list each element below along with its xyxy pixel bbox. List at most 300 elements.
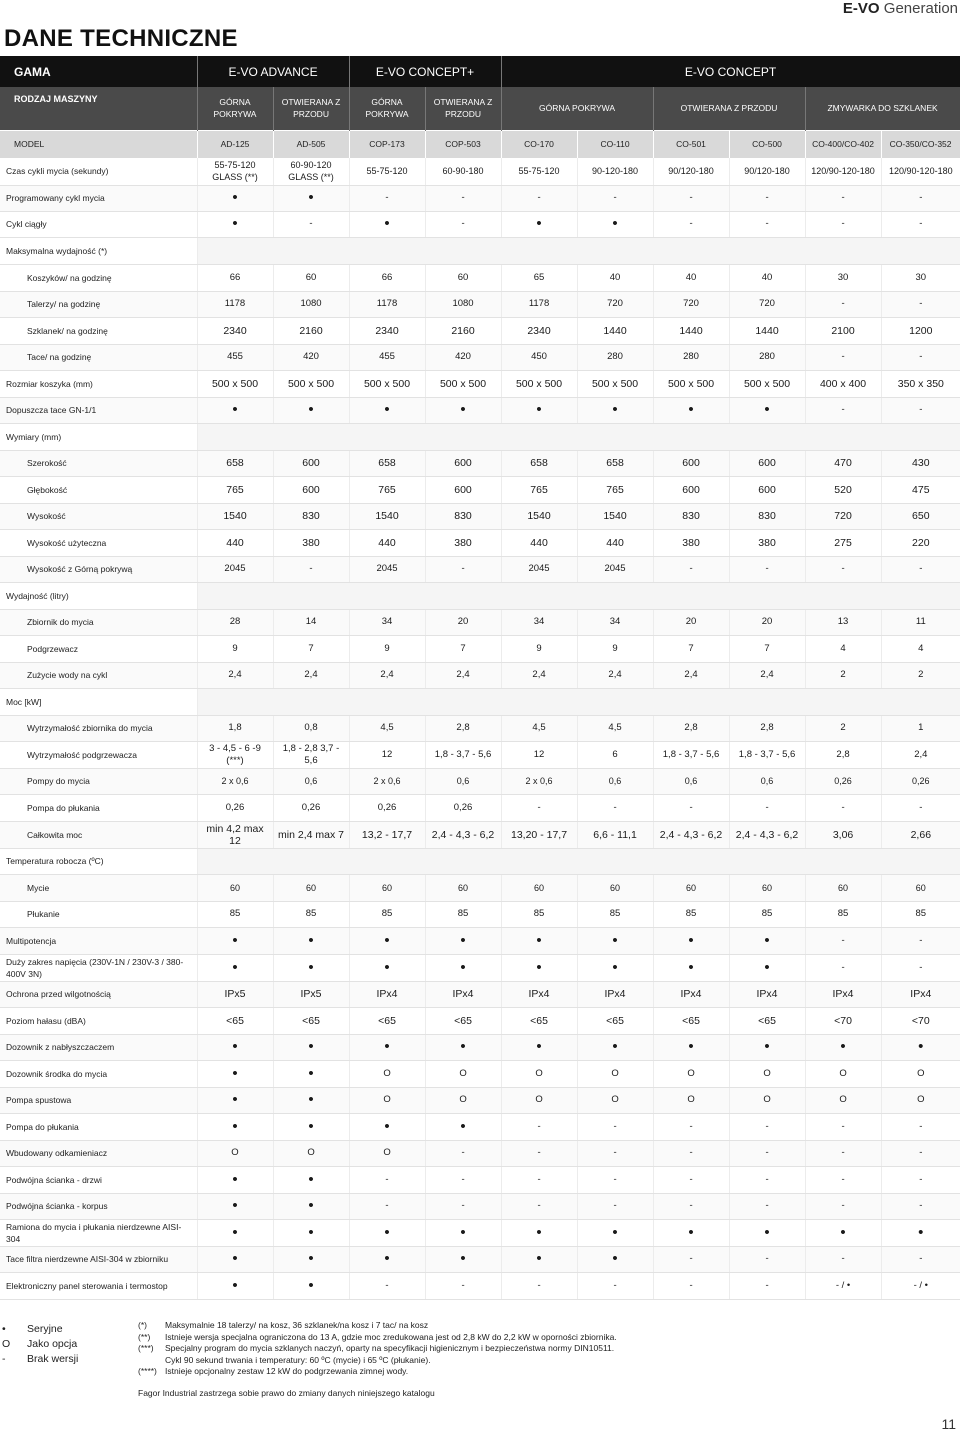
row-label: Podgrzewacz xyxy=(0,635,197,662)
footnote xyxy=(138,1320,617,1332)
value-cell: 2,8 xyxy=(805,741,881,768)
value-cell: 85 xyxy=(805,901,881,927)
value-cell: 2,4 - 4,3 - 6,2 xyxy=(729,821,805,848)
value-cell: - xyxy=(501,794,577,821)
gama-concept: E-VO CONCEPT xyxy=(501,56,960,87)
value-cell: O xyxy=(349,1060,425,1087)
value-cell: O xyxy=(653,1060,729,1087)
value-cell: 55-75-120 xyxy=(349,158,425,185)
value-cell: 650 xyxy=(881,503,960,529)
value-cell: - xyxy=(729,556,805,582)
table-row xyxy=(0,264,960,291)
rodzaj-type: GÓRNA POKRYWA xyxy=(501,87,653,130)
value-cell: 440 xyxy=(349,529,425,556)
value-cell: 1178 xyxy=(197,291,273,317)
value-cell: • xyxy=(349,954,425,981)
section-filler xyxy=(197,848,960,874)
value-cell: • xyxy=(349,1034,425,1060)
value-cell: O xyxy=(653,1087,729,1113)
value-cell: • xyxy=(273,1060,349,1087)
value-cell: - xyxy=(273,556,349,582)
value-cell: 90-120-180 xyxy=(577,158,653,185)
table-row xyxy=(0,237,960,264)
value-cell: 765 xyxy=(577,476,653,503)
value-cell: 1,8 xyxy=(197,715,273,741)
row-label: Temperatura robocza (ºC) xyxy=(0,848,197,874)
gama-row xyxy=(0,56,960,87)
value-cell: 55-75-120 xyxy=(501,158,577,185)
model-cell: CO-400/CO-402 xyxy=(805,130,881,158)
value-cell: - xyxy=(577,1193,653,1219)
value-cell: 2,4 xyxy=(197,662,273,688)
value-cell: • xyxy=(501,397,577,423)
value-cell: - xyxy=(653,556,729,582)
value-cell: - xyxy=(729,1113,805,1140)
table-row xyxy=(0,582,960,609)
row-label: Koszyków/ na godzinę xyxy=(0,264,197,291)
value-cell: - xyxy=(881,397,960,423)
value-cell: 2160 xyxy=(273,317,349,344)
section-filler xyxy=(197,423,960,450)
value-cell: O xyxy=(577,1060,653,1087)
value-cell: O xyxy=(273,1140,349,1166)
model-cell: COP-503 xyxy=(425,130,501,158)
value-cell: O xyxy=(805,1060,881,1087)
value-cell: - xyxy=(881,954,960,981)
value-cell: 4 xyxy=(881,635,960,662)
value-cell: 600 xyxy=(425,450,501,476)
row-label: Dozownik środka do mycia xyxy=(0,1060,197,1087)
value-cell: - xyxy=(805,1246,881,1272)
value-cell: - xyxy=(805,185,881,211)
value-cell: • xyxy=(349,1219,425,1246)
value-cell: - xyxy=(349,1272,425,1299)
value-cell: 1440 xyxy=(577,317,653,344)
footnote xyxy=(138,1355,617,1367)
table-row xyxy=(0,927,960,954)
rodzaj-type: OTWIERANA Z PRZODU xyxy=(425,87,501,130)
row-label: Wytrzymałość podgrzewacza xyxy=(0,741,197,768)
value-cell: O xyxy=(501,1087,577,1113)
value-cell: 55-75-120 GLASS (**) xyxy=(197,158,273,185)
value-cell: 7 xyxy=(729,635,805,662)
value-cell: • xyxy=(577,1034,653,1060)
legend-symbol: O xyxy=(2,1338,11,1350)
value-cell: • xyxy=(729,1034,805,1060)
value-cell: 1540 xyxy=(577,503,653,529)
table-row xyxy=(0,397,960,423)
value-cell: 0,6 xyxy=(729,768,805,794)
row-label: Wbudowany odkamieniacz xyxy=(0,1140,197,1166)
value-cell: - xyxy=(805,954,881,981)
value-cell: • xyxy=(273,954,349,981)
table-row xyxy=(0,1060,960,1087)
value-cell: - xyxy=(881,1193,960,1219)
table-row xyxy=(0,688,960,715)
value-cell: • xyxy=(425,1113,501,1140)
value-cell: 500 x 500 xyxy=(273,370,349,397)
value-cell: 2045 xyxy=(501,556,577,582)
value-cell: 600 xyxy=(729,450,805,476)
value-cell: • xyxy=(197,1246,273,1272)
legend-item xyxy=(0,1352,78,1367)
value-cell: 1,8 - 3,7 - 5,6 xyxy=(653,741,729,768)
value-cell: 2,4 xyxy=(425,662,501,688)
row-label: Ramiona do mycia i płukania nierdzewne AISI-304 xyxy=(0,1219,197,1246)
value-cell: 1080 xyxy=(273,291,349,317)
row-label: Dopuszcza tace GN-1/1 xyxy=(0,397,197,423)
value-cell: 2045 xyxy=(197,556,273,582)
value-cell: - / • xyxy=(881,1272,960,1299)
value-cell: 658 xyxy=(577,450,653,476)
value-cell: • xyxy=(577,927,653,954)
value-cell: 0,26 xyxy=(805,768,881,794)
value-cell: 500 x 500 xyxy=(729,370,805,397)
value-cell: - / • xyxy=(805,1272,881,1299)
value-cell: 6,6 - 11,1 xyxy=(577,821,653,848)
value-cell: 85 xyxy=(577,901,653,927)
row-label: Zużycie wody na cykl xyxy=(0,662,197,688)
value-cell: - xyxy=(501,1140,577,1166)
value-cell: - xyxy=(805,1166,881,1193)
value-cell: 60 xyxy=(273,264,349,291)
value-cell: 0,6 xyxy=(425,768,501,794)
value-cell: 600 xyxy=(729,476,805,503)
value-cell: 20 xyxy=(729,609,805,635)
value-cell: - xyxy=(653,1193,729,1219)
value-cell: 90/120-180 xyxy=(729,158,805,185)
table-row xyxy=(0,1007,960,1034)
value-cell: • xyxy=(349,1113,425,1140)
value-cell: - xyxy=(729,1246,805,1272)
value-cell: • xyxy=(881,1219,960,1246)
value-cell: 60-90-120 GLASS (**) xyxy=(273,158,349,185)
footnote-mark: (****) xyxy=(138,1366,157,1376)
value-cell: • xyxy=(197,1034,273,1060)
value-cell: 500 x 500 xyxy=(501,370,577,397)
value-cell: 2 xyxy=(805,662,881,688)
value-cell: 380 xyxy=(729,529,805,556)
table-row xyxy=(0,635,960,662)
value-cell: 12 xyxy=(501,741,577,768)
value-cell: • xyxy=(197,927,273,954)
value-cell: 0,26 xyxy=(349,794,425,821)
value-cell: 1 xyxy=(881,715,960,741)
value-cell: O xyxy=(349,1140,425,1166)
table-row xyxy=(0,821,960,848)
value-cell: 0,6 xyxy=(577,768,653,794)
value-cell: - xyxy=(729,1140,805,1166)
value-cell: • xyxy=(349,397,425,423)
value-cell: 85 xyxy=(197,901,273,927)
value-cell: 60-90-180 xyxy=(425,158,501,185)
value-cell: 2340 xyxy=(197,317,273,344)
value-cell: IPx4 xyxy=(349,981,425,1007)
value-cell: - xyxy=(805,291,881,317)
value-cell: • xyxy=(197,954,273,981)
value-cell: 830 xyxy=(273,503,349,529)
value-cell: • xyxy=(273,1087,349,1113)
value-cell: 720 xyxy=(729,291,805,317)
value-cell: - xyxy=(577,1272,653,1299)
gama-label: GAMA xyxy=(0,56,197,87)
value-cell: • xyxy=(501,211,577,237)
value-cell: - xyxy=(881,1140,960,1166)
value-cell: 380 xyxy=(425,529,501,556)
table-row xyxy=(0,794,960,821)
value-cell: 600 xyxy=(273,450,349,476)
value-cell: 2,8 xyxy=(729,715,805,741)
value-cell: - xyxy=(729,211,805,237)
table-row xyxy=(0,715,960,741)
value-cell: 60 xyxy=(425,264,501,291)
value-cell: 30 xyxy=(805,264,881,291)
value-cell: 4,5 xyxy=(577,715,653,741)
model-label: MODEL xyxy=(0,130,197,158)
value-cell: - xyxy=(425,1140,501,1166)
value-cell: 28 xyxy=(197,609,273,635)
table-row xyxy=(0,1193,960,1219)
value-cell: 6 xyxy=(577,741,653,768)
value-cell: 600 xyxy=(425,476,501,503)
value-cell: 0,6 xyxy=(653,768,729,794)
value-cell: • xyxy=(273,1034,349,1060)
value-cell: 13,20 - 17,7 xyxy=(501,821,577,848)
value-cell: 280 xyxy=(653,344,729,370)
value-cell: 120/90-120-180 xyxy=(805,158,881,185)
rodzaj-type: GÓRNA POKRYWA xyxy=(197,87,273,130)
value-cell: - xyxy=(881,927,960,954)
value-cell: 455 xyxy=(197,344,273,370)
value-cell: 765 xyxy=(197,476,273,503)
value-cell: O xyxy=(501,1060,577,1087)
value-cell: 520 xyxy=(805,476,881,503)
value-cell: • xyxy=(653,927,729,954)
value-cell: 2340 xyxy=(501,317,577,344)
value-cell: 220 xyxy=(881,529,960,556)
value-cell: IPx5 xyxy=(197,981,273,1007)
table-row xyxy=(0,848,960,874)
section-filler xyxy=(197,582,960,609)
model-row xyxy=(0,130,960,158)
footnote-mark: (***) xyxy=(138,1343,154,1353)
value-cell: 66 xyxy=(197,264,273,291)
value-cell: - xyxy=(577,185,653,211)
gama-advance: E-VO ADVANCE xyxy=(197,56,349,87)
value-cell: 85 xyxy=(501,901,577,927)
value-cell: • xyxy=(653,1034,729,1060)
table-row xyxy=(0,211,960,237)
table-row xyxy=(0,158,960,185)
value-cell: <65 xyxy=(577,1007,653,1034)
value-cell: 0,26 xyxy=(273,794,349,821)
value-cell: 60 xyxy=(501,874,577,901)
value-cell: • xyxy=(425,1246,501,1272)
value-cell: O xyxy=(197,1140,273,1166)
value-cell: 830 xyxy=(653,503,729,529)
value-cell: - xyxy=(653,211,729,237)
value-cell: IPx4 xyxy=(653,981,729,1007)
value-cell: 1,8 - 2,8 3,7 - 5,6 xyxy=(273,741,349,768)
value-cell: • xyxy=(577,211,653,237)
value-cell: 455 xyxy=(349,344,425,370)
value-cell: IPx4 xyxy=(881,981,960,1007)
value-cell: 1,8 - 3,7 - 5,6 xyxy=(729,741,805,768)
value-cell: O xyxy=(425,1087,501,1113)
row-label: Programowany cykl mycia xyxy=(0,185,197,211)
footnote xyxy=(138,1366,617,1378)
value-cell: • xyxy=(425,1034,501,1060)
value-cell: IPx4 xyxy=(805,981,881,1007)
model-cell: CO-350/CO-352 xyxy=(881,130,960,158)
value-cell: 34 xyxy=(577,609,653,635)
value-cell: - xyxy=(881,1246,960,1272)
value-cell: • xyxy=(197,1219,273,1246)
value-cell: • xyxy=(273,185,349,211)
table-row xyxy=(0,1166,960,1193)
value-cell: • xyxy=(197,1113,273,1140)
value-cell: <65 xyxy=(653,1007,729,1034)
value-cell: - xyxy=(729,1193,805,1219)
value-cell: 2 x 0,6 xyxy=(197,768,273,794)
value-cell: 0,26 xyxy=(425,794,501,821)
table-row xyxy=(0,185,960,211)
value-cell: • xyxy=(577,397,653,423)
value-cell: • xyxy=(425,954,501,981)
value-cell: • xyxy=(197,397,273,423)
value-cell: - xyxy=(425,1272,501,1299)
table-row xyxy=(0,1140,960,1166)
value-cell: 85 xyxy=(273,901,349,927)
spec-table xyxy=(0,56,960,1300)
value-cell: 2,4 - 4,3 - 6,2 xyxy=(425,821,501,848)
table-row xyxy=(0,450,960,476)
footnote-text: Maksymalnie 18 talerzy/ na kosz, 36 szklanek/na kosz i 7 tac/ na kosz xyxy=(165,1320,429,1330)
value-cell: 765 xyxy=(501,476,577,503)
value-cell: 2,4 xyxy=(729,662,805,688)
value-cell: • xyxy=(197,1193,273,1219)
value-cell: • xyxy=(805,1034,881,1060)
value-cell: 3 - 4,5 - 6 -9 (***) xyxy=(197,741,273,768)
value-cell: 420 xyxy=(273,344,349,370)
value-cell: - xyxy=(881,556,960,582)
value-cell: 2340 xyxy=(349,317,425,344)
value-cell: 60 xyxy=(425,874,501,901)
value-cell: 1440 xyxy=(653,317,729,344)
value-cell: • xyxy=(273,1113,349,1140)
row-label: Maksymalna wydajność (*) xyxy=(0,237,197,264)
value-cell: • xyxy=(805,1219,881,1246)
value-cell: - xyxy=(653,1140,729,1166)
value-cell: 90/120-180 xyxy=(653,158,729,185)
value-cell: 1,8 - 3,7 - 5,6 xyxy=(425,741,501,768)
value-cell: • xyxy=(273,927,349,954)
value-cell: 9 xyxy=(197,635,273,662)
value-cell: 2,66 xyxy=(881,821,960,848)
table-row xyxy=(0,609,960,635)
row-label: Duży zakres napięcia (230V-1N / 230V-3 / 380-400V 3N) xyxy=(0,954,197,981)
value-cell: 60 xyxy=(653,874,729,901)
value-cell: 1178 xyxy=(349,291,425,317)
footnote xyxy=(138,1343,617,1355)
row-label: Talerzy/ na godzinę xyxy=(0,291,197,317)
value-cell: 2,4 xyxy=(273,662,349,688)
value-cell: 85 xyxy=(729,901,805,927)
value-cell: 2 xyxy=(805,715,881,741)
value-cell: 12 xyxy=(349,741,425,768)
value-cell: IPx4 xyxy=(425,981,501,1007)
row-label: Elektroniczny panel sterowania i termostop xyxy=(0,1272,197,1299)
legend-symbol: • xyxy=(2,1323,6,1335)
value-cell: 2,4 xyxy=(501,662,577,688)
value-cell: 120/90-120-180 xyxy=(881,158,960,185)
value-cell: - xyxy=(425,556,501,582)
gama-concept-plus: E-VO CONCEPT+ xyxy=(349,56,501,87)
value-cell: min 4,2 max 12 xyxy=(197,821,273,848)
row-label: Tace/ na godzinę xyxy=(0,344,197,370)
value-cell: 500 x 500 xyxy=(653,370,729,397)
value-cell: 280 xyxy=(729,344,805,370)
value-cell: 20 xyxy=(653,609,729,635)
value-cell: - xyxy=(805,556,881,582)
value-cell: 1080 xyxy=(425,291,501,317)
table-row xyxy=(0,476,960,503)
value-cell: 600 xyxy=(273,476,349,503)
footnote-text: Istnieje opcjonalny zestaw 12 kW do podgrzewania zimnej wody. xyxy=(165,1366,409,1376)
model-cell: COP-173 xyxy=(349,130,425,158)
value-cell: - xyxy=(425,1193,501,1219)
value-cell: - xyxy=(729,1166,805,1193)
value-cell: - xyxy=(577,794,653,821)
rodzaj-type: OTWIERANA Z PRZODU xyxy=(653,87,805,130)
footer-note: Fagor Industrial zastrzega sobie prawo do zmiany danych niniejszego katalogu xyxy=(138,1388,435,1398)
value-cell: 0,8 xyxy=(273,715,349,741)
value-cell: • xyxy=(501,954,577,981)
value-cell: • xyxy=(501,1246,577,1272)
value-cell: - xyxy=(501,1272,577,1299)
value-cell: - xyxy=(881,344,960,370)
value-cell: • xyxy=(501,1219,577,1246)
table-row xyxy=(0,503,960,529)
value-cell: 2,8 xyxy=(425,715,501,741)
value-cell: 2,4 xyxy=(577,662,653,688)
value-cell: <65 xyxy=(425,1007,501,1034)
value-cell: 4 xyxy=(805,635,881,662)
value-cell: 830 xyxy=(425,503,501,529)
value-cell: 500 x 500 xyxy=(425,370,501,397)
value-cell: - xyxy=(349,1193,425,1219)
value-cell: • xyxy=(729,927,805,954)
value-cell: 2,4 xyxy=(653,662,729,688)
value-cell: • xyxy=(349,927,425,954)
value-cell: 9 xyxy=(577,635,653,662)
value-cell: • xyxy=(197,1087,273,1113)
value-cell: O xyxy=(425,1060,501,1087)
value-cell: 2 x 0,6 xyxy=(349,768,425,794)
value-cell: IPx5 xyxy=(273,981,349,1007)
row-label: Mycie xyxy=(0,874,197,901)
value-cell: 350 x 350 xyxy=(881,370,960,397)
value-cell: • xyxy=(273,397,349,423)
page-title: DANE TECHNICZNE xyxy=(4,25,238,52)
value-cell: 658 xyxy=(197,450,273,476)
footnote-text: Specjalny program do mycia szklanych naczyń, oparty na specyfikacji higienicznym i bezpieczeństwa normy DIN10511. xyxy=(165,1343,615,1353)
value-cell: O xyxy=(881,1060,960,1087)
value-cell: 60 xyxy=(577,874,653,901)
table-row xyxy=(0,954,960,981)
value-cell: 85 xyxy=(653,901,729,927)
row-label: Pompa do płukania xyxy=(0,794,197,821)
